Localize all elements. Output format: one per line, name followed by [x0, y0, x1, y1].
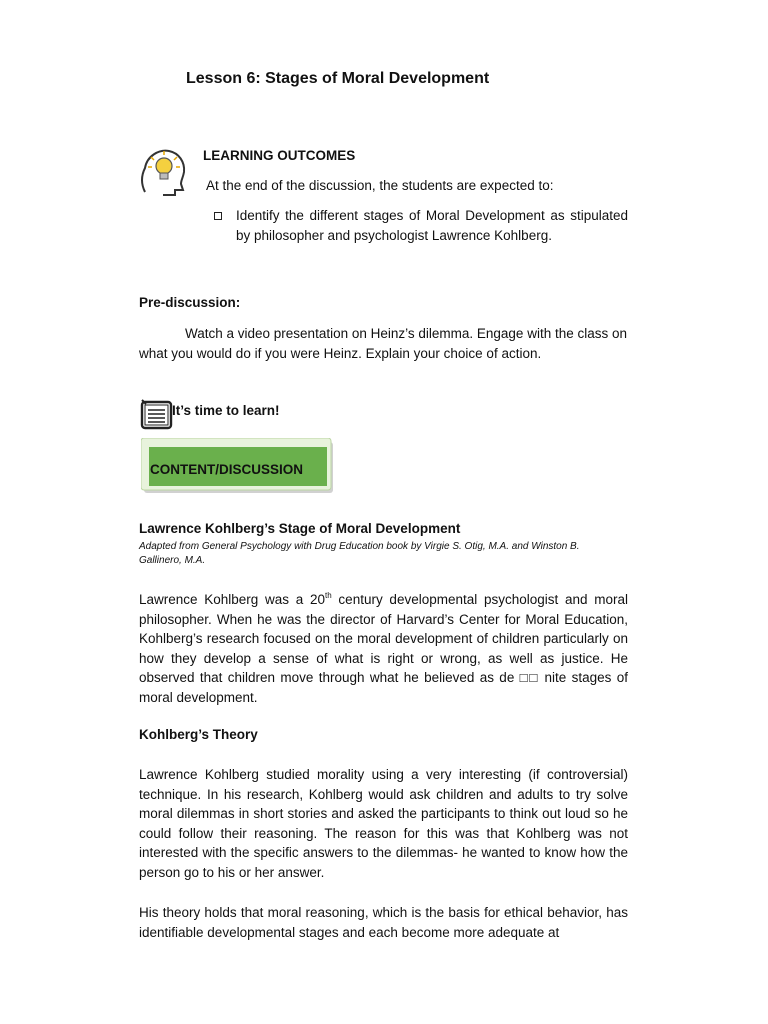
- theory-paragraph-1: Lawrence Kohlberg studied morality using a very interesting (if controversial) technique. In his research, Kohlberg would ask children and adults to try solve moral dilemmas in short stories and asked the participants to think out loud so he could follow their reasoning. The reason for this was that Kohlberg was not interested with the specific answers to the dilemmas- he wanted to know how the person go to his or her answer.: [139, 767, 628, 880]
- pre-discussion-heading: Pre-discussion:: [139, 295, 241, 310]
- learning-outcomes-intro: At the end of the discussion, the students are expected to:: [206, 178, 554, 193]
- source-citation: Adapted from General Psychology with Drug Education book by Virgie S. Otig, M.A. and Winston B. Gallinero, M.A.: [139, 541, 580, 566]
- square-bullet-icon: [214, 212, 222, 220]
- pre-discussion-text: Watch a video presentation on Heinz’s dilemma. Engage with the class on what you would do if you were Heinz. Explain your choice of action.: [139, 326, 627, 361]
- section-heading: Lawrence Kohlberg’s Stage of Moral Development: [139, 521, 461, 536]
- its-time-to-learn-label: It’s time to learn!: [172, 403, 280, 418]
- content-discussion-label: CONTENT/DISCUSSION: [150, 462, 304, 477]
- theory-paragraph-2: His theory holds that moral reasoning, which is the basis for ethical behavior, has identifiable developmental stages and each become more adequate at: [139, 905, 628, 940]
- page-title: Lesson 6: Stages of Moral Development: [186, 70, 490, 87]
- learning-outcomes-heading: LEARNING OUTCOMES: [203, 148, 356, 163]
- kohlberg-intro-paragraph: Lawrence Kohlberg was a 20th century developmental psychologist and moral philosopher. When he was the director of Harvard’s Center for Moral Education, Kohlberg’s research focused on the moral development of children particularly on how they develop a sense of what is right or wrong, as well as justice. He observed that children move through what he believed as de □□ nite stages of moral development.: [139, 591, 629, 705]
- head-lightbulb-icon: [137, 146, 187, 198]
- theory-heading: Kohlberg’s Theory: [139, 727, 258, 742]
- learning-outcome-item: Identify the different stages of Moral Development as stipulated by philosopher and psychologist Lawrence Kohlberg.: [236, 208, 628, 243]
- notepad-icon: [140, 397, 174, 431]
